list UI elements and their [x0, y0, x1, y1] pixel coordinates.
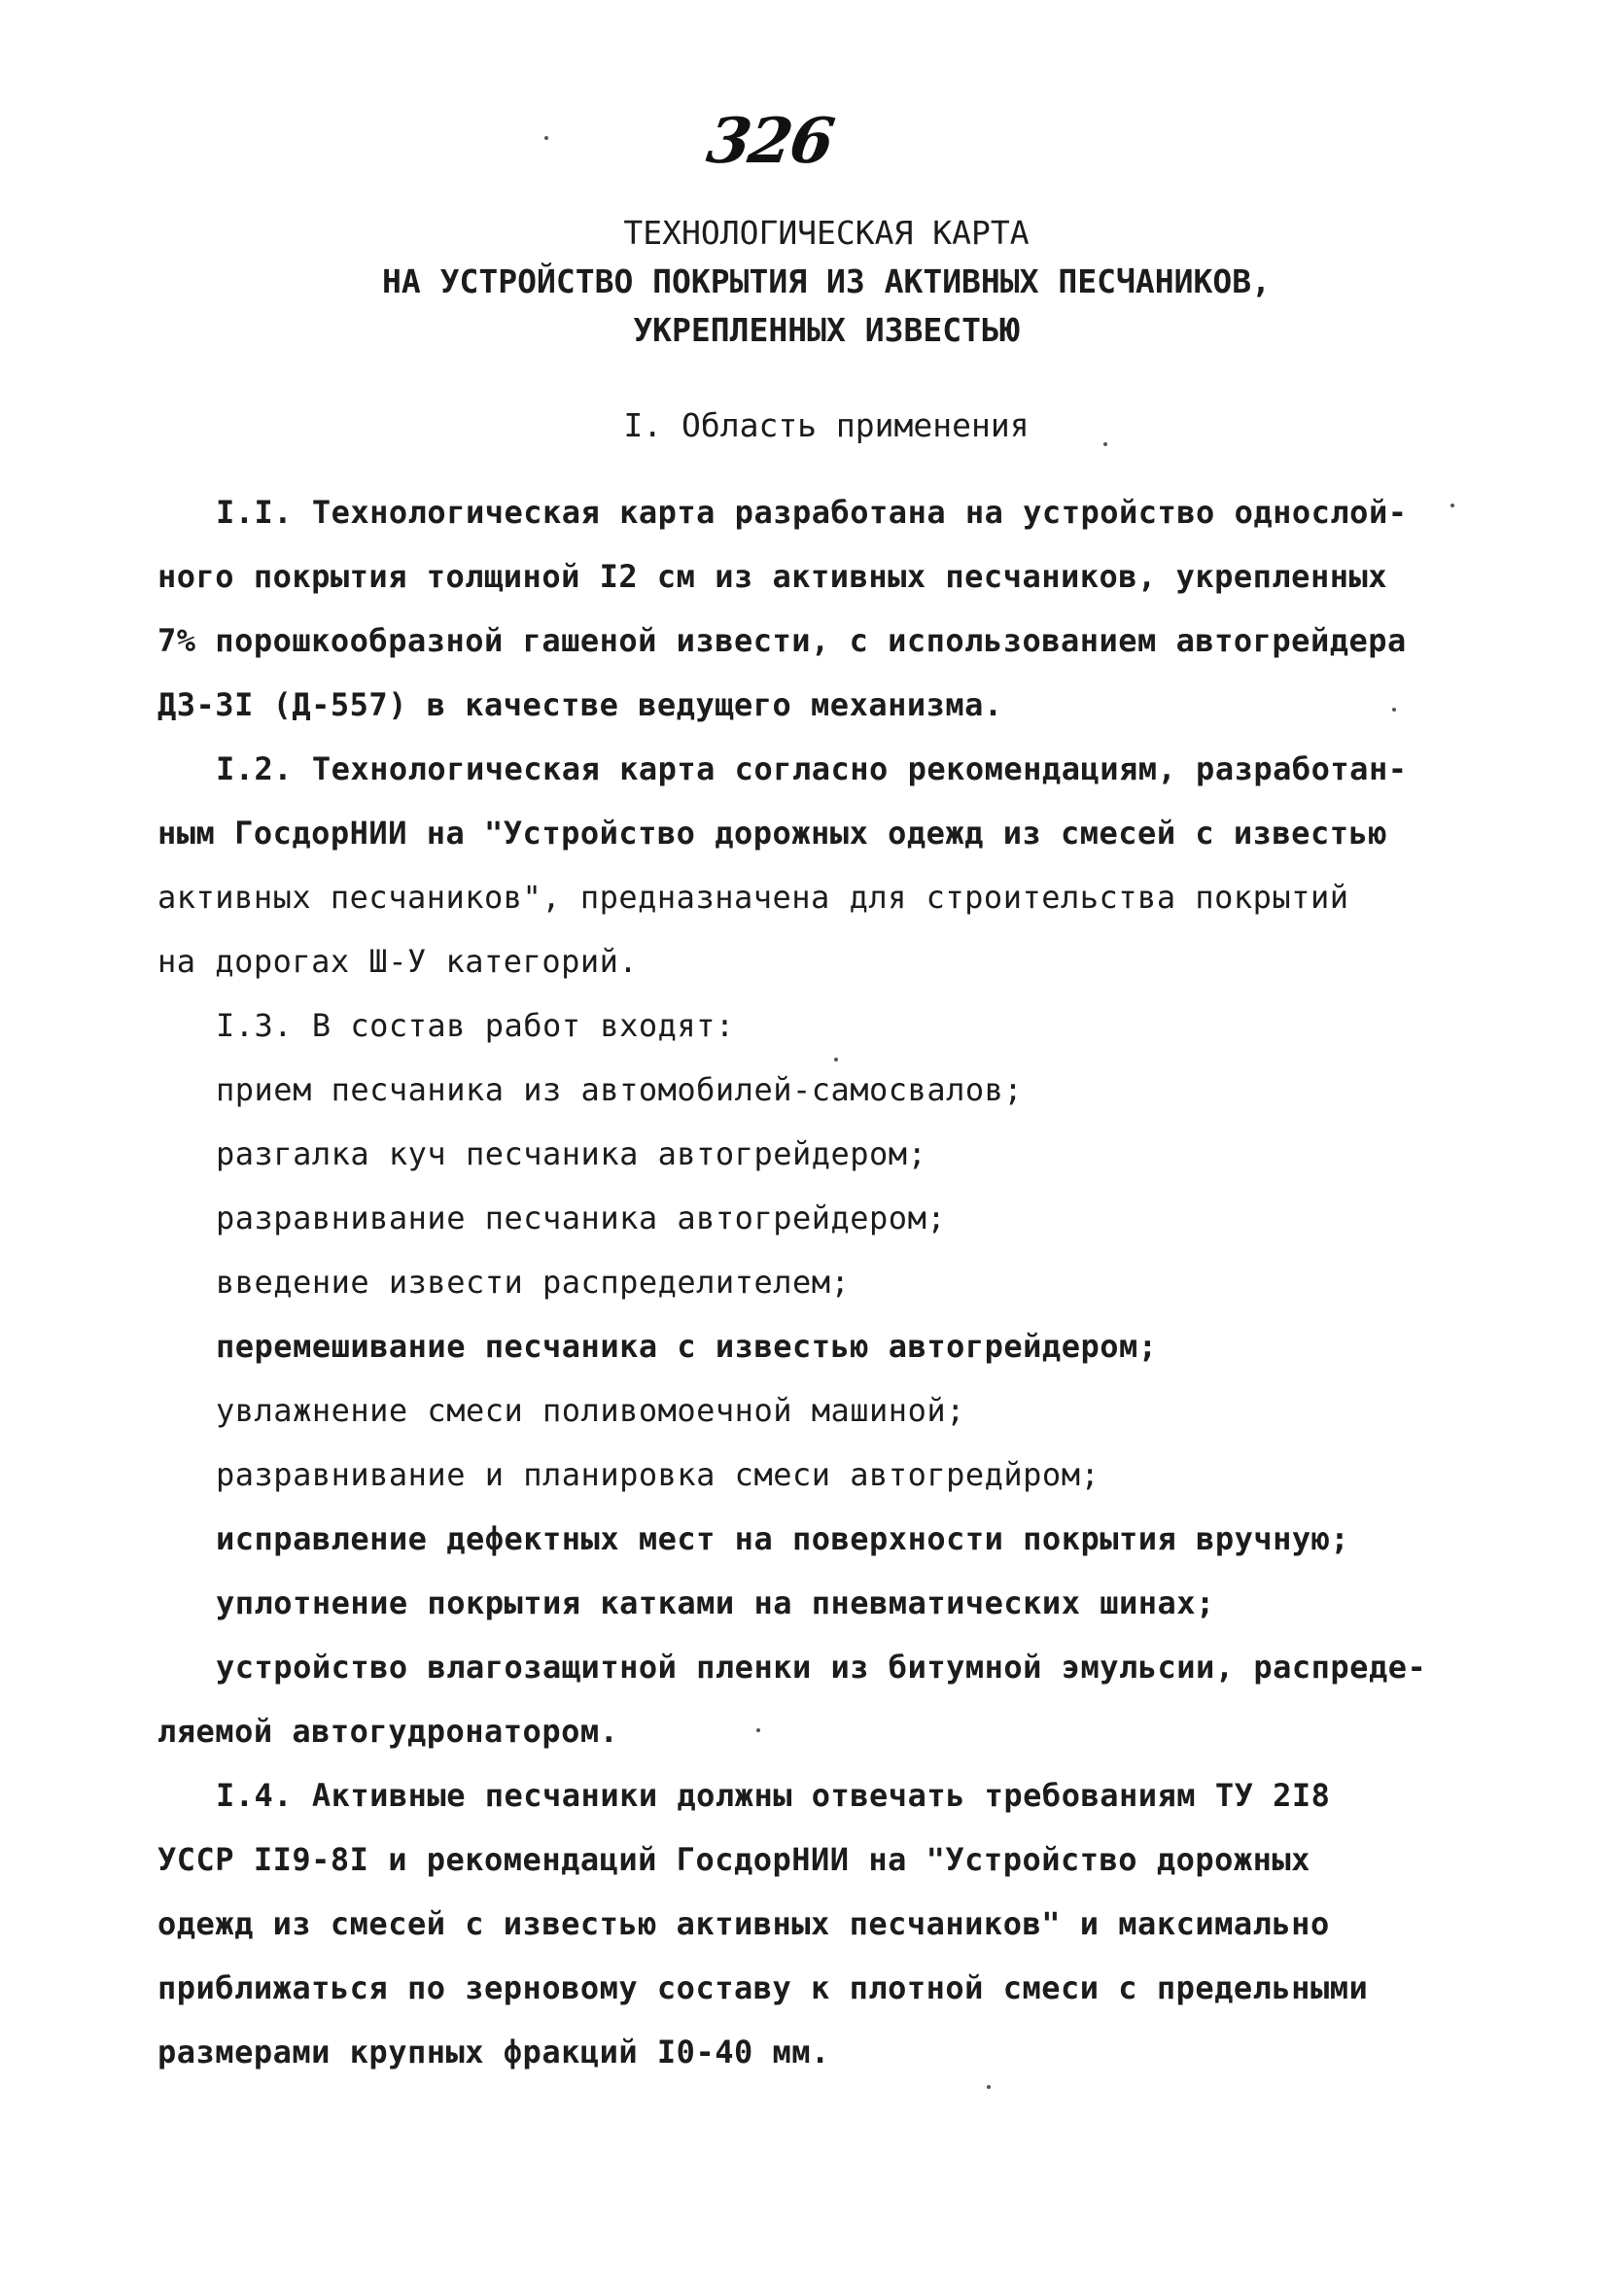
- list-item: разгалка куч песчаника автогрейдером;: [216, 1135, 927, 1172]
- body-line: ным ГосдорНИИ на "Устройство дорожных одежд из смесей с известью: [157, 815, 1387, 852]
- list-item: уплотнение покрытия катками на пневматических шинах;: [216, 1584, 1215, 1621]
- list-item: прием песчаника из автомобилей-самосвалов;: [216, 1071, 1024, 1108]
- body-line: размерами крупных фракций I0-40 мм.: [157, 2034, 830, 2070]
- body-line: на дорогах Ш-У категорий.: [157, 943, 639, 980]
- body-line: I.2. Технологическая карта согласно рекомендациям, разработан-: [216, 750, 1408, 787]
- body-line: ного покрытия толщиной I2 см из активных песчаников, укрепленных: [157, 558, 1387, 595]
- list-item: устройство влагозащитной пленки из битумной эмульсии, распреде-: [216, 1649, 1427, 1686]
- handwritten-page-number: 326: [702, 105, 837, 178]
- body-line: I.3. В состав работ входят:: [216, 1007, 735, 1044]
- title-line-1: ТЕХНОЛОГИЧЕСКАЯ КАРТА: [623, 214, 1030, 252]
- list-item: ляемой автогудронатором.: [157, 1713, 619, 1750]
- title-line-2: НА УСТРОЙСТВО ПОКРЫТИЯ ИЗ АКТИВНЫХ ПЕСЧАНИКОВ,: [382, 262, 1271, 300]
- list-item: перемешивание песчаника с известью автогрейдером;: [216, 1328, 1158, 1365]
- title-line-3: УКРЕПЛЕННЫХ ИЗВЕСТЬЮ: [633, 311, 1020, 349]
- body-line: 7% порошкообразной гашеной извести, с использованием автогрейдера: [157, 622, 1407, 659]
- body-line: ДЗ-3I (Д-557) в качестве ведущего механизма.: [157, 686, 1003, 723]
- list-item: увлажнение смеси поливомоечной машиной;: [216, 1392, 965, 1429]
- scan-speck: [987, 2085, 991, 2089]
- body-line: приближаться по зерновому составу к плотной смеси с предельными: [157, 1969, 1369, 2006]
- scan-speck: [544, 136, 548, 140]
- scan-speck: [1392, 708, 1396, 712]
- list-item: разравнивание песчаника автогрейдером;: [216, 1200, 947, 1236]
- body-line: I.I. Технологическая карта разработана на устройство однослой-: [216, 494, 1408, 531]
- body-line: одежд из смесей с известью активных песчаников" и максимально: [157, 1905, 1330, 1942]
- body-line: I.4. Активные песчаники должны отвечать требованиям ТУ 2I8: [216, 1777, 1331, 1814]
- scan-speck: [1450, 504, 1454, 507]
- section-heading: I. Область применения: [623, 406, 1030, 444]
- scan-speck: [834, 1058, 838, 1061]
- list-item: введение извести распределителем;: [216, 1264, 851, 1301]
- scan-speck: [756, 1728, 760, 1732]
- list-item: разравнивание и планировка смеси автогредйром;: [216, 1456, 1100, 1493]
- scan-speck: [1103, 442, 1107, 446]
- body-line: активных песчаников", предназначена для строительства покрытий: [157, 879, 1349, 916]
- body-line: УССР II9-8I и рекомендаций ГосдорНИИ на "Устройство дорожных: [157, 1841, 1310, 1878]
- list-item: исправление дефектных мест на поверхности покрытия вручную;: [216, 1520, 1350, 1557]
